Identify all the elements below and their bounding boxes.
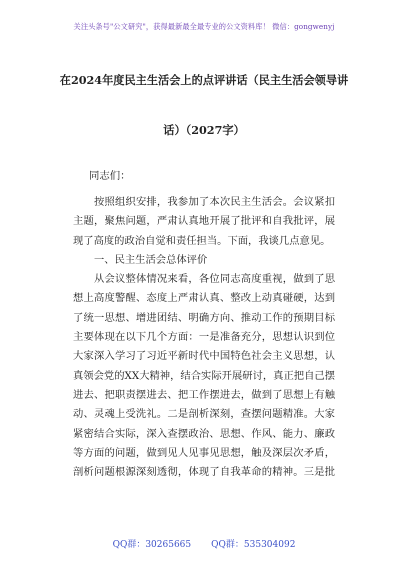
body-line: 真领会党的XX大精神，结合实际开展研讨，真正把自己摆 <box>73 369 335 382</box>
footer <box>0 537 408 550</box>
document-title-line-2: 话）（2027字） <box>163 123 245 137</box>
body-line: 紧密结合实际，深入查摆政治、思想、作风、能力、廉政 <box>73 427 335 440</box>
body-line: 了统一思想、增进团结、明确方向、推动工作的预期目标 <box>73 311 335 324</box>
body-line: 大家深入学习了习近平新时代中国特色社会主义思想，认 <box>73 350 335 363</box>
body-line: 进去、把职责摆进去、把工作摆进去，做到了思想上有触 <box>73 388 335 401</box>
header-promo-text: 关注头条号"公文研究"，获得最新最全最专业的公文资料库！ 微信：gongwenyj <box>73 22 335 31</box>
body-line: 主题，聚焦问题，严肃认真地开展了批评和自我批评，展 <box>73 215 335 228</box>
salutation: 同志们： <box>89 170 131 182</box>
body-line: 等方面的问题，做到见人见事见思想，触及深层次矛盾， <box>73 446 335 459</box>
body-line: 动、灵魂上受洗礼。二是剖析深刻，查摆问题精准。大家 <box>73 408 335 421</box>
body-line: 按照组织安排，我参加了本次民主生活会。会议紧扣 <box>94 196 335 208</box>
document-title-line-1: 在2024年度民主生活会上的点评讲话（民主生活会领导讲 <box>59 73 349 87</box>
body-line: 想上高度警醒、态度上严肃认真、整改上动真碰硬，达到 <box>73 292 335 305</box>
footer-qq-group-2: QQ群：535304092 <box>211 540 296 550</box>
footer-qq-group-1: QQ群：30265665 <box>112 540 192 550</box>
body-line: 从会议整体情况来看，各位同志高度重视，做到了思 <box>94 273 335 286</box>
body-text <box>73 193 335 482</box>
body-line: 现了高度的政治自觉和责任担当。下面，我谈几点意见。 <box>73 234 331 247</box>
body-line: 主要体现在以下几个方面：一是准备充分，思想认识到位 <box>73 331 335 344</box>
body-line: 剖析问题根源深刻透彻，体现了自我革命的精神。三是批 <box>73 466 335 479</box>
body-line: 一、民主生活会总体评价 <box>94 253 208 266</box>
